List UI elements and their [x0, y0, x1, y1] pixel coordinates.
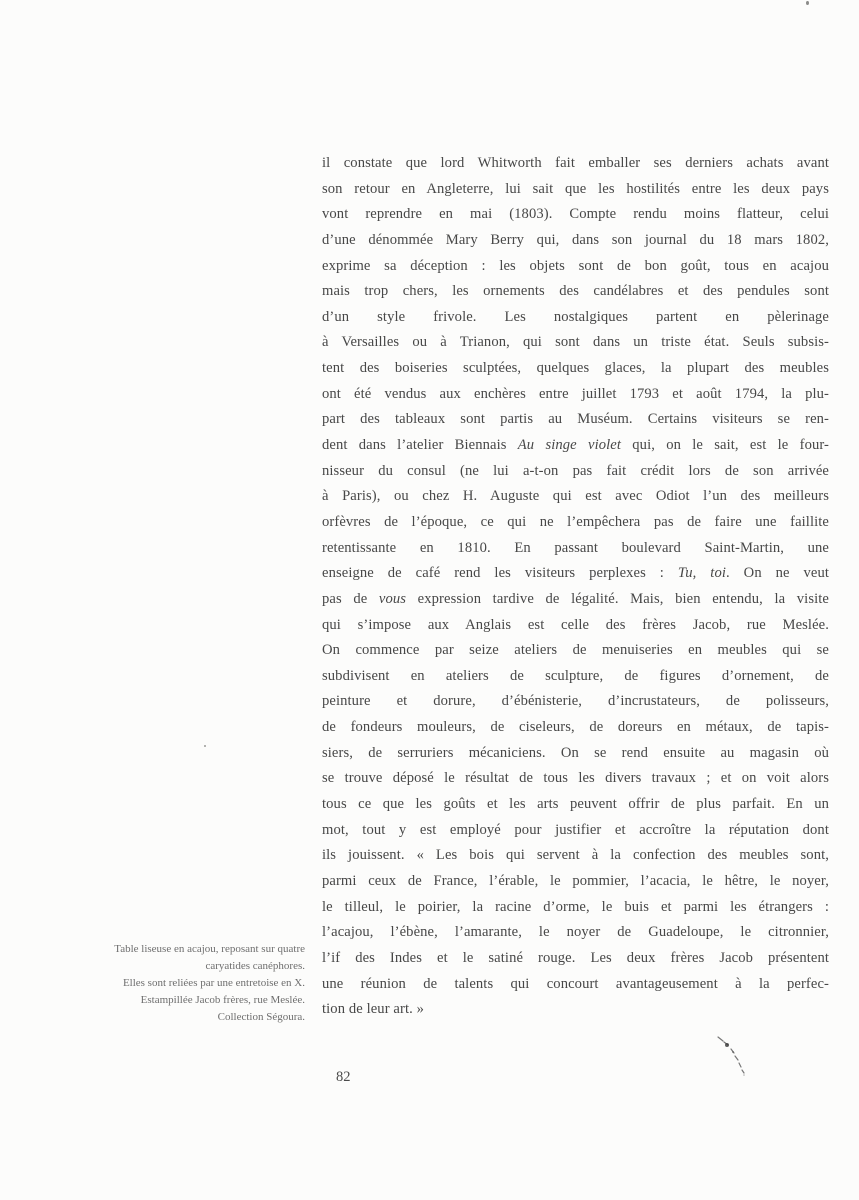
text-line: dent dans l’atelier Biennais Au singe violet qui, on le sait, est le four-: [322, 437, 829, 454]
text-line: une réunion de talents qui concourt avantageusement à la perfec-: [322, 975, 829, 992]
text-line: tion de leur art. »: [322, 1001, 424, 1018]
text-line: peinture et dorure, d’ébénisterie, d’incrustateurs, de polisseurs,: [322, 693, 829, 710]
text-line: tous ce que les goûts et les arts peuvent offrir de plus parfait. En un: [322, 796, 829, 813]
body-text: [322, 151, 829, 1023]
text-line: retentissante en 1810. En passant boulevard Saint-Martin, une: [322, 539, 829, 556]
text-line: il constate que lord Whitworth fait emballer ses derniers achats avant: [322, 155, 829, 171]
text-line: part des tableaux sont partis au Muséum. Certains visiteurs se ren-: [322, 411, 829, 428]
text-line: d’un style frivole. Les nostalgiques partent en pèlerinage: [322, 308, 829, 325]
text-line: mot, tout y est employé pour justifier et accroître la réputation dont: [322, 821, 829, 838]
caption-line: Elles sont reliées par une entretoise en X.: [122, 977, 305, 989]
text-line: d’une dénommée Mary Berry qui, dans son journal du 18 mars 1802,: [322, 231, 829, 248]
paper-speck: [204, 745, 206, 747]
text-line: à Versailles ou à Trianon, qui sont dans un triste état. Seuls subsis-: [322, 334, 829, 351]
paper-speck: [806, 1, 809, 5]
text-line: à Paris), ou chez H. Auguste qui est avec Odiot l’un des meilleurs: [322, 488, 829, 505]
text-line: tent des boiseries sculptées, quelques glaces, la plupart des meubles: [322, 360, 829, 377]
image-caption: [114, 941, 305, 1026]
text-line: mais trop chers, les ornements des candélabres et des pendules sont: [322, 283, 829, 300]
text-line: l’if des Indes et le satiné rouge. Les deux frères Jacob présentent: [322, 949, 829, 966]
text-line: ont été vendus aux enchères entre juillet 1793 et août 1794, la plu-: [322, 385, 829, 402]
text-line: se trouve déposé le résultat de tous les divers travaux ; et on voit alors: [322, 770, 829, 787]
text-line: vont reprendre en mai (1803). Compte rendu moins flatteur, celui: [322, 206, 829, 223]
text-line: parmi ceux de France, l’érable, le pommier, l’acacia, le hêtre, le noyer,: [322, 872, 829, 889]
text-line: de fondeurs mouleurs, de ciseleurs, de doreurs en métaux, de tapis-: [322, 719, 829, 736]
text-line: On commence par seize ateliers de menuiseries en meubles qui se: [322, 642, 829, 659]
text-line: ils jouissent. « Les bois qui servent à la confection des meubles sont,: [322, 847, 829, 864]
text-line: nisseur du consul (ne lui a-t-on pas fait crédit lors de son arrivée: [322, 462, 829, 479]
text-line: exprime sa déception : les objets sont de bon goût, tous en acajou: [322, 257, 829, 274]
text-line: son retour en Angleterre, lui sait que les hostilités entre les deux pays: [322, 180, 829, 197]
text-line: enseigne de café rend les visiteurs perplexes : Tu, toi. On ne veut: [322, 565, 830, 582]
page-number: 82: [336, 1069, 351, 1085]
caption-line: Estampillée Jacob frères, rue Meslée.: [140, 994, 305, 1006]
text-line: le tilleul, le poirier, la racine d’orme, le buis et parmi les étrangers :: [322, 898, 829, 915]
text-line: pas de vous expression tardive de légalité. Mais, bien entendu, la visite: [322, 590, 829, 607]
text-line: l’acajou, l’ébène, l’amarante, le noyer de Guadeloupe, le citronnier,: [322, 924, 829, 941]
caption-line: caryatides canéphores.: [205, 960, 305, 972]
text-line: qui s’impose aux Anglais est celle des frères Jacob, rue Meslée.: [322, 616, 829, 633]
caption-line: Collection Ségoura.: [217, 1011, 305, 1023]
text-line: orfèvres de l’époque, ce qui ne l’empêchera pas de faire une faillite: [322, 513, 829, 530]
text-line: siers, de serruriers mécaniciens. On se rend ensuite au magasin où: [322, 744, 829, 761]
caption-line: Table liseuse en acajou, reposant sur quatre: [114, 943, 305, 955]
ink-smudge-mark: [705, 1028, 765, 1088]
text-line: subdivisent en ateliers de sculpture, de figures d’ornement, de: [322, 667, 829, 684]
